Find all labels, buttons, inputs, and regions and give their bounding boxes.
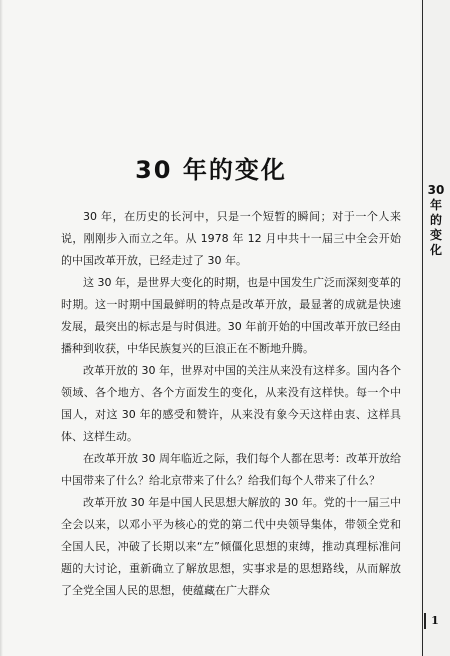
paragraph: 改革开放的 30 年，世界对中国的关注从来没有这样多。国内各个领域、各个地方、各个方面发生的变化，从来没有这样快。每一个中国人，对这 30 年的感受和赞许，从来没有象今天这样由衷、这样具体、这样生动。	[61, 364, 401, 443]
paragraph: 改革开放 30 年是中国人民思想大解放的 30 年。党的十一届三中全会以来，以邓小平为核心的党的第二代中央领导集体，带领全党和全国人民，冲破了长期以来“左”倾僵化思想的束缚，推动真理标准问题的大讨论，重新确立了解放思想，实事求是的思想路线，从而解放了全党全国人民的思想，使蕴藏在广大群众	[61, 496, 401, 597]
running-title-char: 30	[427, 183, 445, 197]
running-title-char: 的	[429, 213, 442, 227]
body-text	[61, 206, 401, 602]
chapter-title: 30 年的变化	[135, 156, 287, 185]
running-title-char: 化	[429, 243, 442, 257]
margin-rule	[422, 0, 423, 656]
page-left-edge	[0, 0, 3, 656]
paragraph: 30 年，在历史的长河中，只是一个短暂的瞬间；对于一个人来说，刚刚步入而立之年。从 1978 年 12 月中共十一届三中全会开始的中国改革开放，已经走过了 30 年。	[61, 210, 401, 267]
running-chapter-title	[427, 183, 445, 258]
paragraph: 在改革开放 30 周年临近之际，我们每个人都在思考：改革开放给中国带来了什么？给北京带来了什么？给我们每个人带来了什么？	[61, 452, 401, 487]
running-title-char: 变	[429, 228, 442, 242]
page-number: 1	[431, 614, 439, 627]
running-title-char: 年	[429, 198, 442, 212]
page-number-marker	[424, 613, 426, 629]
binding-strip	[420, 0, 450, 656]
paragraph: 这 30 年，是世界大变化的时期，也是中国发生广泛而深刻变革的时期。这一时期中国最鲜明的特点是改革开放，最显著的成就是快速发展，最突出的标志是与时俱进。30 年前开始的中国改革开放已经由播种到收获，中华民族复兴的巨浪正在不断地升腾。	[61, 276, 401, 355]
